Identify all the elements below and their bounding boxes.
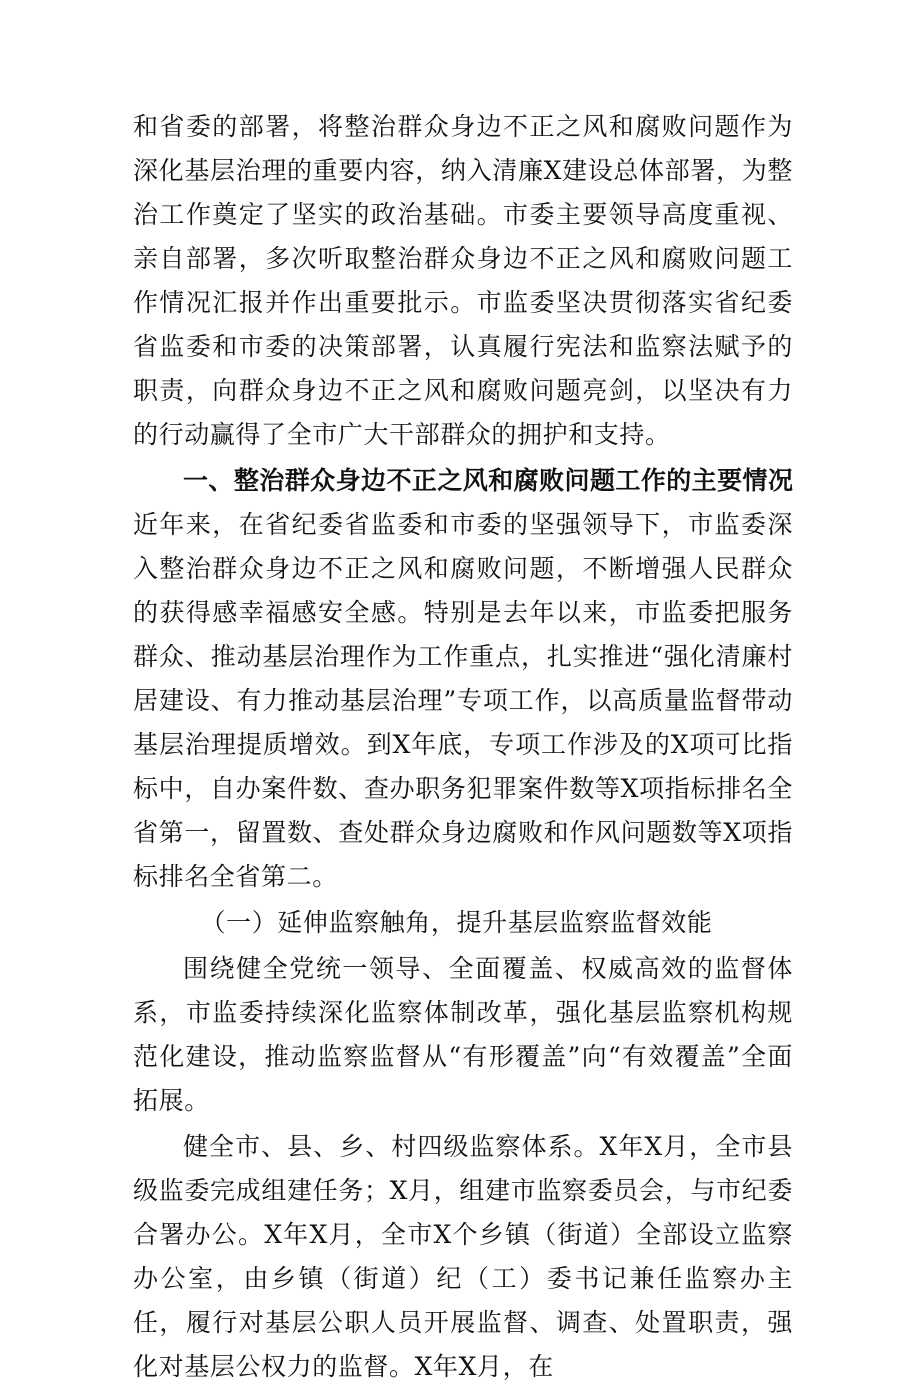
subsection-heading: （一）延伸监察触角，提升基层监察监督效能 [200,908,713,937]
section-body: 近年来，在省纪委省监委和市委的坚强领导下，市监委深入整治群众身边不正之风和腐败问题，不断增强人民群众的获得感幸福感安全感。特别是去年以来，市监委把服务群众、推动基层治理作为工作重点，扎实推进“强化清廉村居建设、有力推动基层治理”专项工作，以高质量监督带动基层治理提质增效。到X年底，专项工作涉及的X项可比指标中，自办案件数、查办职务犯罪案件数等X项指标排名全省第一，留置数、查处群众身边腐败和作风问题数等X项指标排名全省第二。 [133,510,793,891]
paragraph-intro: 和省委的部署，将整治群众身边不正之风和腐败问题作为深化基层治理的重要内容，纳入清廉X建设总体部署，为整治工作奠定了坚实的政治基础。市委主要领导高度重视、亲自部署，多次听取整治群众身边不正之风和腐败问题工作情况汇报并作出重要批示。市监委坚决贯彻落实省纪委省监委和市委的决策部署，认真履行宪法和监察法赋予的职责，向群众身边不正之风和腐败问题亮剑，以坚决有力的行动赢得了全市广大干部群众的拥护和支持。 [133,112,793,449]
paragraph-section-one [133,459,793,899]
document-page [133,105,793,1389]
section-heading: 一、整治群众身边不正之风和腐败问题工作的主要情况 [183,466,793,495]
paragraph-four-level-system: 健全市、县、乡、村四级监察体系。X年X月，全市县级监委完成组建任务；X月，组建市监察委员会，与市纪委合署办公。X年X月，全市X个乡镇（街道）全部设立监察办公室，由乡镇（街道）纪（工）委书记兼任监察办主任，履行对基层公职人员开展监督、调查、处置职责，强化对基层公权力的监督。X年X月，在 [133,1132,793,1381]
paragraph-oversight-system: 围绕健全党统一领导、全面覆盖、权威高效的监督体系，市监委持续深化监察体制改革，强化基层监察机构规范化建设，推动监察监督从“有形覆盖”向“有效覆盖”全面拓展。 [133,954,793,1115]
